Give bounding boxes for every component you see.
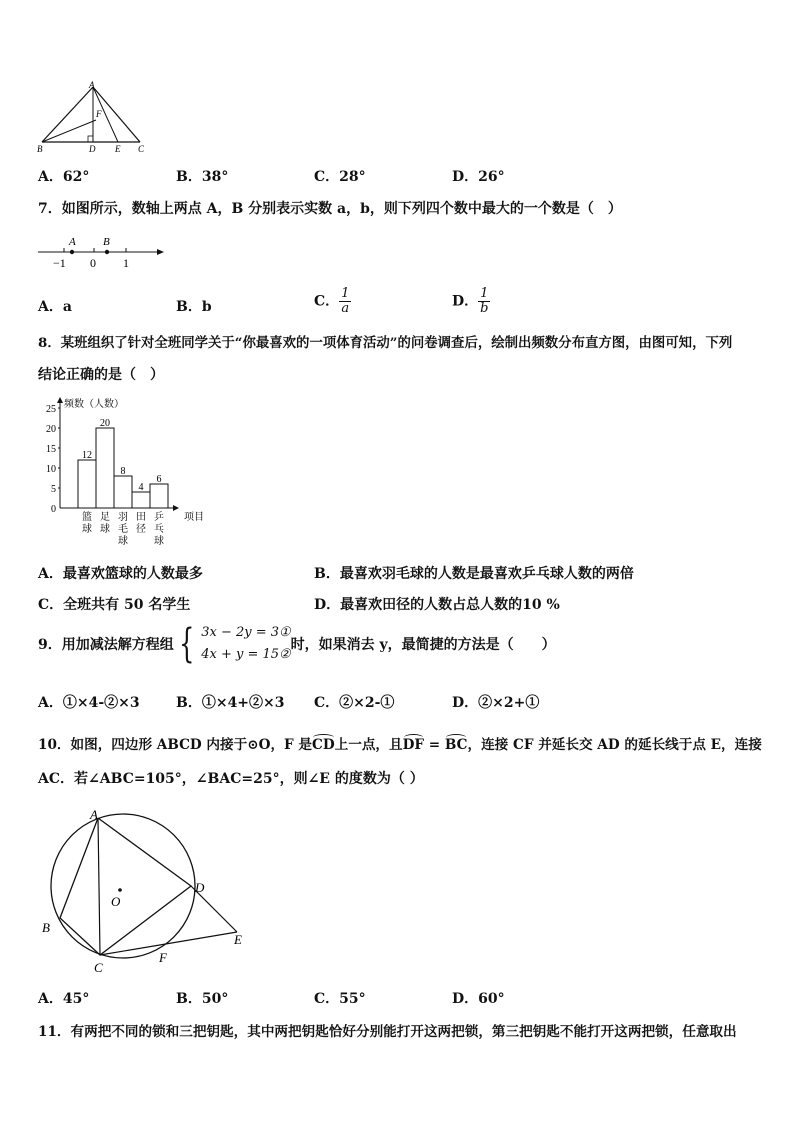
axis-point-a: A: [69, 236, 76, 248]
q6-option-d[interactable]: D．26°: [452, 169, 505, 185]
fig6-label-e: E: [115, 144, 121, 154]
fig10-label-a: A: [90, 807, 98, 822]
arc-df: DF: [402, 737, 425, 753]
q7-stem: 7．如图所示，数轴上两点 A，B 分别表示实数 a，b，则下列四个数中最大的一个数是（ ）: [38, 201, 622, 217]
q10-equals: =: [424, 737, 445, 753]
q9-option-d[interactable]: D．②×2+①: [452, 695, 540, 711]
category-label-char: 乓: [154, 524, 164, 535]
q11-stem: 11．有两把不同的锁和三把钥匙，其中两把钥匙恰好分别能打开这两把锁，第三把钥匙不能打开这两把锁，任意取出: [38, 1024, 737, 1040]
y-tick-label: 20: [46, 424, 56, 435]
bar-value-label: 6: [156, 474, 162, 485]
category-label-char: 球: [118, 536, 128, 547]
bar-3: [114, 476, 132, 508]
q7-option-d[interactable]: [452, 287, 490, 316]
bar-5: [150, 484, 168, 508]
fig6-label-b: B: [37, 144, 43, 154]
q10-text-a: 10．如图，四边形 ABCD 内接于⊙O，F 是: [38, 737, 313, 753]
equation-1: 3x − 2y = 3①: [201, 625, 291, 640]
axis-tick-neg1: −1: [53, 256, 66, 270]
axis-tick-0: 0: [90, 256, 96, 270]
x-axis-arrow-icon: [173, 505, 179, 511]
fig10-label-f: F: [159, 950, 167, 965]
axis-point-b: B: [103, 236, 110, 248]
fig6-label-d: D: [89, 144, 96, 154]
fraction-1-over-b: $\frac{1}{b}$: [480, 286, 489, 316]
q8-option-d[interactable]: D．最喜欢田径的人数占总人数的10 %: [314, 597, 560, 613]
q10-option-a[interactable]: A．45°: [38, 991, 90, 1007]
q10-stem-line1: [38, 733, 762, 753]
fig10-label-e: E: [234, 932, 242, 947]
fig10-label-o: O: [111, 894, 121, 909]
fraction-1-over-a: $\frac{1}{a}$: [341, 286, 350, 316]
fig6-label-a: A: [89, 80, 95, 90]
bar-4: [132, 492, 150, 508]
y-tick-label: 5: [51, 484, 56, 495]
fig10-label-d: D: [195, 880, 205, 895]
category-label-char: 羽: [118, 512, 128, 523]
y-tick-label: 15: [46, 444, 56, 455]
bar-value-label: 20: [100, 418, 110, 429]
y-axis-label: 频数（人数）: [64, 399, 124, 410]
category-label-char: 足: [100, 512, 110, 523]
category-label-char: 毛: [118, 524, 128, 535]
q8-stem-line2: 结论正确的是（ ）: [38, 367, 164, 383]
bar-2: [96, 428, 114, 508]
equation-system: [174, 622, 291, 666]
histogram-chart: [36, 394, 216, 554]
q6-option-a[interactable]: A．62°: [38, 169, 90, 185]
q10-circle-figure: [38, 804, 258, 980]
arc-cd: CD: [312, 737, 335, 753]
fig10-label-c: C: [94, 960, 103, 975]
q10-stem-line2: AC．若∠ABC=105°，∠BAC=25°，则∠E 的度数为（ ）: [38, 771, 424, 787]
q10-text-c: ，连接 CF 并延长交 AD 的延长线于点 E，连接: [467, 737, 762, 753]
q7-option-d-prefix: D．: [452, 293, 479, 310]
q8-option-b[interactable]: B．最喜欢羽毛球的人数是最喜欢乒乓球人数的两倍: [314, 566, 634, 582]
category-label-char: 篮: [82, 512, 92, 523]
q7-option-c[interactable]: [314, 287, 351, 316]
y-tick-label: 25: [46, 404, 56, 415]
bar-1: [78, 460, 96, 508]
q6-option-c[interactable]: C．28°: [314, 169, 366, 185]
q9-option-c[interactable]: C．②×2-①: [314, 695, 395, 711]
category-label-char: 球: [82, 524, 92, 535]
bar-value-label: 12: [82, 450, 92, 461]
category-label-char: 乒: [154, 512, 164, 523]
q9-option-a[interactable]: A．①×4-②×3: [38, 695, 140, 711]
y-axis-arrow-icon: [57, 397, 63, 403]
axis-tick-1: 1: [123, 256, 129, 270]
bar-value-label: 4: [138, 482, 144, 493]
q8-option-a[interactable]: A．最喜欢篮球的人数最多: [38, 566, 203, 582]
q6-triangle-figure: [36, 80, 156, 156]
q8-stem-line1: 8．某班组织了针对全班同学关于“你最喜欢的一项体育活动”的问卷调查后，绘制出频数分布直方图，由图可知，下列: [38, 335, 733, 351]
q9-suffix: 时，如果消去 y，最简捷的方法是（ ）: [290, 637, 556, 653]
q9-stem: [38, 622, 556, 666]
q10-option-b[interactable]: B．50°: [176, 991, 229, 1007]
bar-value-label: 8: [120, 466, 126, 477]
arc-bc: BC: [444, 737, 468, 753]
q10-text-b: 上一点，且: [334, 737, 403, 753]
category-label-char: 田: [136, 512, 146, 523]
q10-option-d[interactable]: D．60°: [452, 991, 505, 1007]
q8-option-c[interactable]: C．全班共有 50 名学生: [38, 597, 191, 613]
q9-prefix: 9．用加减法解方程组: [38, 637, 174, 653]
q7-number-line: [36, 232, 168, 272]
category-label-char: 球: [154, 536, 164, 547]
q6-option-b[interactable]: B．38°: [176, 169, 229, 185]
category-label-char: 球: [100, 524, 110, 535]
q7-option-a[interactable]: A．a: [38, 299, 72, 315]
y-tick-label: 0: [51, 504, 56, 515]
category-label-char: 径: [136, 524, 146, 535]
x-axis-label: 项目: [184, 512, 204, 523]
fig10-label-b: B: [42, 920, 50, 935]
q7-option-b[interactable]: B．b: [176, 299, 212, 315]
fig6-label-f: F: [96, 109, 102, 119]
fig6-label-c: C: [138, 144, 145, 154]
brace-icon: {: [178, 621, 195, 667]
q9-option-b[interactable]: B．①×4+②×3: [176, 695, 285, 711]
q7-option-c-prefix: C．: [314, 293, 340, 310]
equation-2: 4x + y = 15②: [201, 647, 291, 662]
y-tick-label: 10: [46, 464, 56, 475]
q10-option-c[interactable]: C．55°: [314, 991, 366, 1007]
